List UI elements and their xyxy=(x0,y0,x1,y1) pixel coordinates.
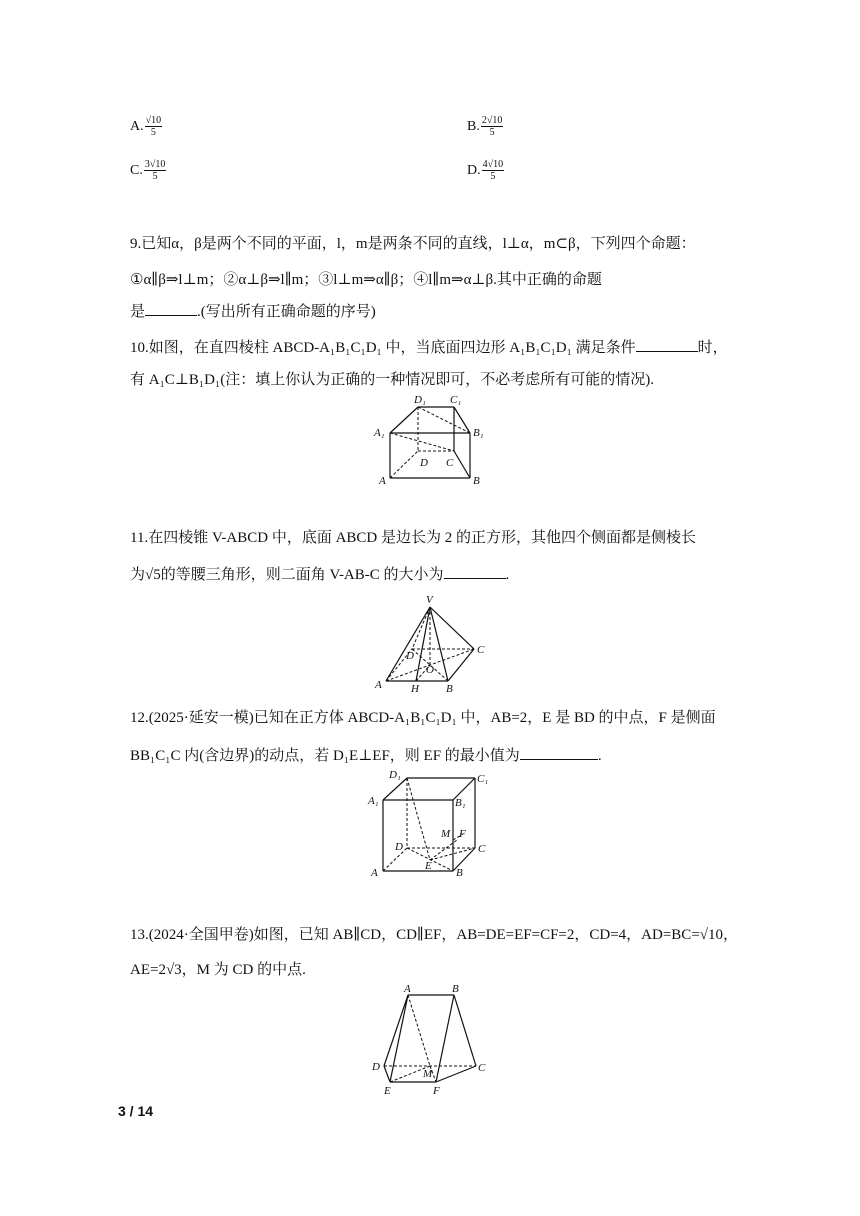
q12-label-c1: C₁ xyxy=(477,773,489,785)
q12-label-m: M xyxy=(441,828,451,840)
option-c[interactable] xyxy=(130,159,166,182)
q13-label-f: F xyxy=(433,1085,440,1097)
q11-figure xyxy=(370,593,500,695)
q13-label-m: M xyxy=(423,1068,433,1080)
q10-figure xyxy=(370,393,495,488)
q11-label-v: V xyxy=(426,594,433,606)
q12-figure xyxy=(365,768,495,880)
q13-label-d: D xyxy=(372,1061,380,1073)
q13-line2: AE=2√3，M 为 CD 的中点. xyxy=(130,962,306,978)
q12-label-b: B xyxy=(456,867,463,879)
q12-answer-blank[interactable] xyxy=(520,744,598,760)
option-d[interactable] xyxy=(467,159,504,182)
q12-label-a: A xyxy=(371,867,378,879)
q10-line1: 10.如图，在直四棱柱 ABCD-A₁B₁C₁D₁ 中，当底面四边形 A₁B₁C₁D₁ 满足条件 时， xyxy=(130,336,728,358)
q9-line1: 9.已知α，β是两个不同的平面，l，m是两条不同的直线，l⊥α，m⊂β，下列四个命题： xyxy=(130,236,696,252)
q12-label-d: D xyxy=(395,841,403,853)
q10-label-d1: D₁ xyxy=(414,394,426,406)
q9-answer-blank[interactable] xyxy=(145,300,197,316)
option-d-fraction: $\frac{4√10}{5}$ xyxy=(482,159,504,182)
q11-label-b: B xyxy=(446,683,453,695)
q9-line2: ①α∥β⇒l⊥m；②α⊥β⇒l∥m；③l⊥m⇒α∥β；④l∥m⇒α⊥β.其中正确的命题 xyxy=(130,272,602,288)
q11-label-a: A xyxy=(375,679,382,691)
q13-line1: 13.(2024·全国甲卷)如图，已知 AB∥CD，CD∥EF，AB=DE=EF=CF=2，CD=4，AD=BC=√10， xyxy=(130,927,739,943)
q12-label-b1: B₁ xyxy=(455,797,466,809)
q11-label-h: H xyxy=(411,683,419,695)
q10-line2: 有 A₁C⊥B₁D₁(注：填上你认为正确的一种情况即可，不必考虑所有可能的情况). xyxy=(130,372,654,388)
q12-line1: 12.(2025·延安一模)已知在正方体 ABCD-A₁B₁C₁D₁ 中，AB=2，E 是 BD 的中点，F 是侧面 xyxy=(130,710,716,726)
q9-line3: 是 .(写出所有正确命题的序号) xyxy=(130,300,376,322)
option-d-letter: D. xyxy=(467,162,481,178)
q12-label-c: C xyxy=(478,843,486,855)
option-c-letter: C. xyxy=(130,162,143,178)
q10-label-c: C xyxy=(446,457,454,469)
q13-label-e: E xyxy=(384,1085,391,1097)
q11-line1: 11.在四棱锥 V-ABCD 中，底面 ABCD 是边长为 2 的正方形，其他四个侧面都是侧棱长 xyxy=(130,530,696,546)
q10-answer-blank[interactable] xyxy=(636,336,698,352)
q11-answer-blank[interactable] xyxy=(444,563,506,579)
option-b-fraction: $\frac{2√10}{5}$ xyxy=(481,115,503,138)
q10-label-b1: B₁ xyxy=(473,427,484,439)
q12-label-d1: D₁ xyxy=(389,769,401,781)
option-b[interactable] xyxy=(467,115,503,138)
q12-label-a1: A₁ xyxy=(368,795,379,807)
q11-label-c: C xyxy=(477,644,485,656)
option-a-fraction: $\frac{√10}{5}$ xyxy=(145,115,162,138)
q13-label-c: C xyxy=(478,1062,486,1074)
page-number: 3 / 14 xyxy=(118,1103,154,1119)
option-a[interactable] xyxy=(130,115,162,138)
q10-label-b: B xyxy=(473,475,480,487)
q11-line2: 为√5的等腰三角形，则二面角 V-AB-C 的大小为 . xyxy=(130,563,509,585)
q12-label-f: F xyxy=(459,828,466,840)
q10-label-d: D xyxy=(420,457,428,469)
q13-label-a: A xyxy=(404,983,411,995)
q10-label-a1: A₁ xyxy=(374,427,385,439)
q12-line2: BB₁C₁C 内(含边界)的动点，若 D₁E⊥EF，则 EF 的最小值为 . xyxy=(130,744,602,766)
q11-label-o: O xyxy=(426,664,434,676)
q10-label-a: A xyxy=(379,475,386,487)
option-a-letter: A. xyxy=(130,118,144,134)
option-b-letter: B. xyxy=(467,118,480,134)
q10-label-c1: C₁ xyxy=(450,394,462,406)
q12-label-e: E xyxy=(425,860,432,872)
q13-figure xyxy=(368,982,493,1097)
option-c-fraction: $\frac{3√10}{5}$ xyxy=(144,159,166,182)
q13-label-b: B xyxy=(452,983,459,995)
q11-label-d: D xyxy=(406,650,414,662)
